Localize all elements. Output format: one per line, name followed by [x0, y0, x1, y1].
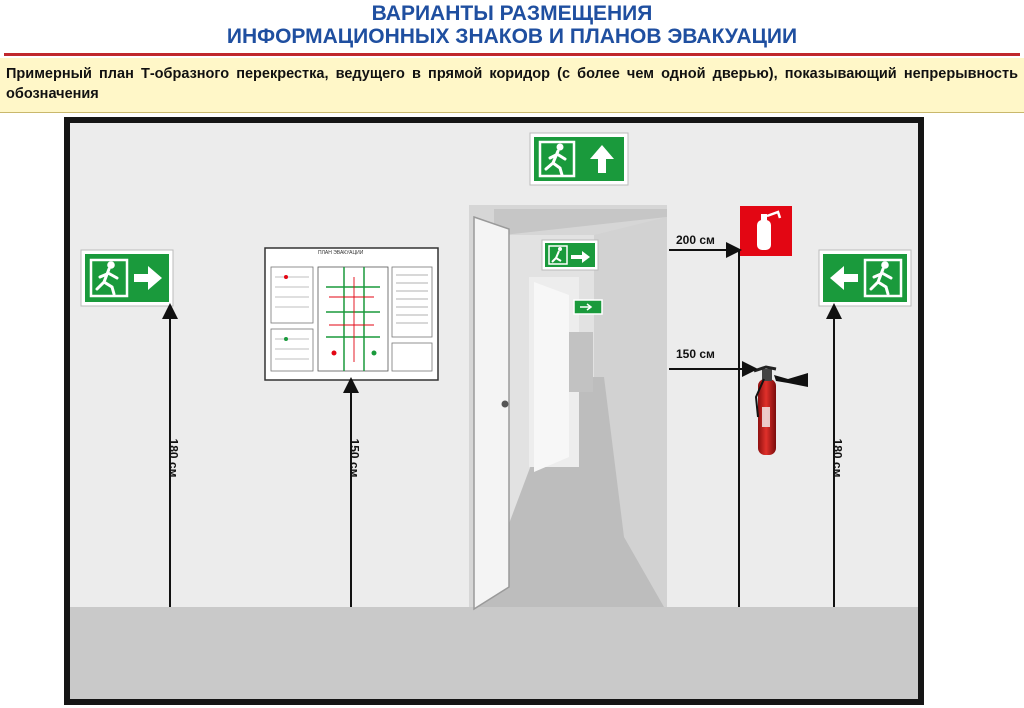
exit-sign-left — [819, 250, 911, 306]
exit-sign-up — [530, 133, 628, 185]
floor — [70, 607, 918, 699]
label-180cm-left: 180 см — [166, 438, 181, 478]
fire-extinguisher-sign — [740, 206, 792, 256]
caption-text: Примерный план Т-образного перекрестка, ведущего в прямой коридор (с более чем одной дверью), показывающий непрерывность обозначения — [6, 66, 1018, 102]
label-200cm: 200 см — [676, 233, 715, 247]
title-line-1: ВАРИАНТЫ РАЗМЕЩЕНИЯ — [371, 2, 653, 25]
door-handle — [502, 401, 509, 408]
corridor-illustration — [64, 117, 924, 705]
open-door — [474, 217, 509, 609]
label-150cm-plan: 150 см — [347, 438, 362, 478]
exit-sign-corridor — [542, 240, 598, 270]
caption-box — [0, 58, 1024, 113]
label-180cm-right: 180 см — [830, 438, 845, 478]
label-150cm-extinguisher: 150 см — [676, 347, 715, 361]
exit-sign-right — [81, 250, 173, 306]
evacuation-plan-title: ПЛАН ЭВАКУАЦИИ — [318, 250, 364, 256]
exit-sign-far — [574, 300, 602, 314]
title-line-2: ИНФОРМАЦИОННЫХ ЗНАКОВ И ПЛАНОВ ЭВАКУАЦИИ — [226, 25, 798, 48]
evacuation-plan — [265, 248, 438, 380]
title-divider — [4, 53, 1020, 56]
corridor-scene-svg — [64, 117, 924, 705]
page-title — [0, 2, 1024, 48]
